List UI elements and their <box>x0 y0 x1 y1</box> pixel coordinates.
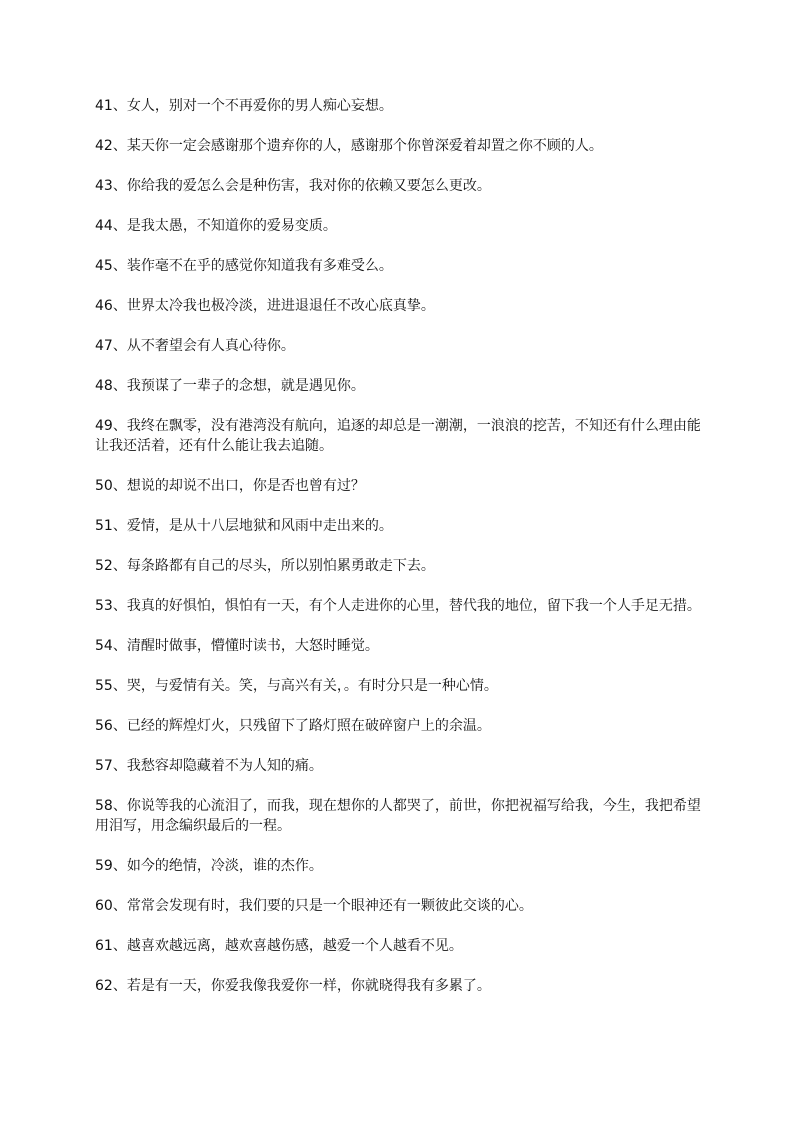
list-item <box>95 376 701 396</box>
item-number: 57 <box>95 758 113 774</box>
item-separator: 、 <box>112 518 127 534</box>
item-separator: 、 <box>112 858 127 874</box>
list-item <box>95 796 701 836</box>
item-text: 爱情，是从十八层地狱和风雨中走出来的。 <box>126 518 393 534</box>
item-number: 59 <box>95 858 113 874</box>
item-text: 若是有一天，你爱我像我爱你一样，你就晓得我有多累了。 <box>126 978 491 994</box>
item-separator: 、 <box>112 718 127 734</box>
item-number: 56 <box>95 718 113 734</box>
item-text: 每条路都有自己的尽头，所以别怕累勇敢走下去。 <box>126 558 435 574</box>
list-item <box>95 516 701 536</box>
item-separator: 、 <box>112 418 127 434</box>
list-item <box>95 976 701 996</box>
item-number: 54 <box>95 638 113 654</box>
item-text: 你给我的爱怎么会是种伤害，我对你的依赖又要怎么更改。 <box>126 178 491 194</box>
item-text: 我终在飘零，没有港湾没有航向，追逐的却总是一潮潮，一浪浪的挖苦，不知还有什么理由能让我还活着，还有什么能让我去追随。 <box>95 418 701 454</box>
list-item <box>95 96 701 116</box>
item-text: 我愁容却隐藏着不为人知的痛。 <box>126 758 323 774</box>
item-separator: 、 <box>112 138 127 154</box>
item-text: 越喜欢越远离，越欢喜越伤感，越爱一个人越看不见。 <box>126 938 463 954</box>
item-separator: 、 <box>112 558 127 574</box>
item-number: 52 <box>95 558 113 574</box>
item-separator: 、 <box>112 378 127 394</box>
item-text: 我真的好惧怕，惧怕有一天，有个人走进你的心里，替代我的地位，留下我一个人手足无措。 <box>126 598 701 614</box>
item-number: 42 <box>95 138 113 154</box>
list-item <box>95 716 701 736</box>
item-number: 45 <box>95 258 113 274</box>
item-number: 58 <box>95 798 113 814</box>
item-number: 43 <box>95 178 113 194</box>
item-separator: 、 <box>112 758 127 774</box>
item-separator: 、 <box>112 338 127 354</box>
item-text: 常常会发现有时，我们要的只是一个眼神还有一颗彼此交谈的心。 <box>126 898 533 914</box>
item-text: 哭，与爱情有关。笑，与高兴有关，。有时分只是一种心情。 <box>126 678 498 694</box>
item-separator: 、 <box>112 258 127 274</box>
item-text: 世界太冷我也极冷淡，进进退退任不改心底真挚。 <box>126 298 435 314</box>
item-text: 装作毫不在乎的感觉你知道我有多难受么。 <box>126 258 393 274</box>
item-separator: 、 <box>112 298 127 314</box>
item-number: 51 <box>95 518 113 534</box>
item-text: 清醒时做事，懵懂时读书，大怒时睡觉。 <box>126 638 379 654</box>
item-number: 53 <box>95 598 113 614</box>
item-separator: 、 <box>112 98 127 114</box>
list-item <box>95 336 701 356</box>
list-item <box>95 636 701 656</box>
item-number: 62 <box>95 978 113 994</box>
item-separator: 、 <box>112 598 127 614</box>
list-item <box>95 136 701 156</box>
list-item <box>95 256 701 276</box>
item-number: 49 <box>95 418 113 434</box>
item-number: 46 <box>95 298 113 314</box>
item-text: 你说等我的心流泪了，而我，现在想你的人都哭了，前世，你把祝福写给我，今生，我把希望用泪写，用念编织最后的一程。 <box>95 798 701 834</box>
list-item <box>95 896 701 916</box>
item-number: 44 <box>95 218 113 234</box>
item-number: 61 <box>95 938 113 954</box>
list-item <box>95 556 701 576</box>
item-separator: 、 <box>112 478 127 494</box>
item-separator: 、 <box>112 218 127 234</box>
item-number: 55 <box>95 678 113 694</box>
document-page <box>95 96 701 1016</box>
item-text: 女人，别对一个不再爱你的男人痴心妄想。 <box>126 98 393 114</box>
item-number: 48 <box>95 378 113 394</box>
item-text: 从不奢望会有人真心待你。 <box>126 338 295 354</box>
item-separator: 、 <box>112 178 127 194</box>
list-item <box>95 476 701 496</box>
item-text: 某天你一定会感谢那个遗弃你的人，感谢那个你曾深爱着却置之你不顾的人。 <box>126 138 603 154</box>
list-item <box>95 756 701 776</box>
item-text: 我预谋了一辈子的念想，就是遇见你。 <box>126 378 365 394</box>
list-item <box>95 676 701 696</box>
item-number: 41 <box>95 98 113 114</box>
item-separator: 、 <box>112 938 127 954</box>
item-number: 60 <box>95 898 113 914</box>
list-item <box>95 296 701 316</box>
item-number: 50 <box>95 478 113 494</box>
item-separator: 、 <box>112 978 127 994</box>
list-item <box>95 856 701 876</box>
list-item <box>95 176 701 196</box>
list-item <box>95 216 701 236</box>
list-item <box>95 416 701 456</box>
item-separator: 、 <box>112 798 127 814</box>
item-text: 已经的辉煌灯火，只残留下了路灯照在破碎窗户上的余温。 <box>126 718 491 734</box>
item-separator: 、 <box>112 678 127 694</box>
item-text: 想说的却说不出口，你是否也曾有过？ <box>126 478 365 494</box>
list-item <box>95 936 701 956</box>
item-text: 如今的绝情，冷淡，谁的杰作。 <box>126 858 323 874</box>
item-separator: 、 <box>112 638 127 654</box>
item-separator: 、 <box>112 898 127 914</box>
item-number: 47 <box>95 338 113 354</box>
list-item <box>95 596 701 616</box>
item-text: 是我太愚，不知道你的爱易变质。 <box>126 218 337 234</box>
